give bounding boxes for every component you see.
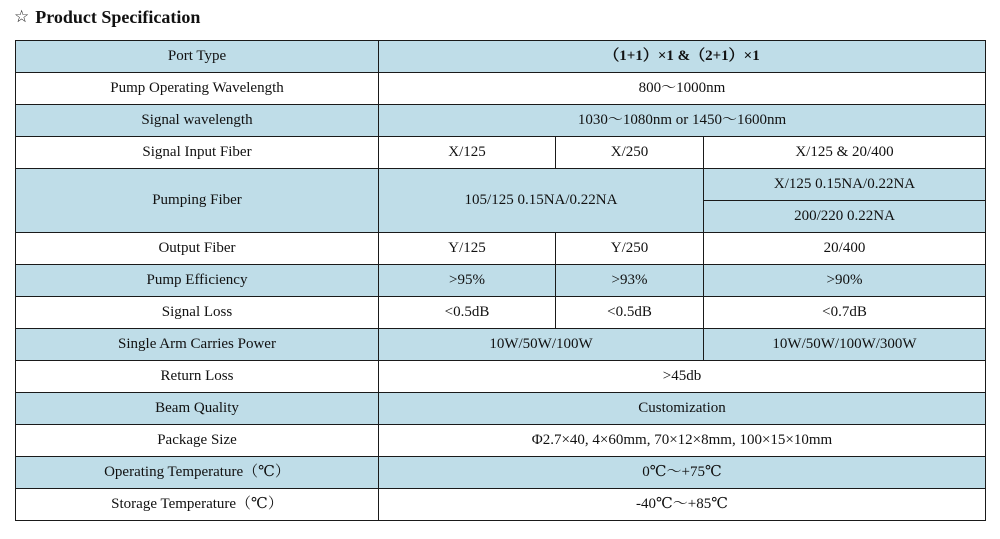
table-row-storage-temp (16, 489, 986, 521)
spec-value: Y/250 (556, 233, 704, 265)
spec-label: Package Size (16, 425, 379, 457)
table-row-port-type (16, 41, 986, 73)
spec-value: >95% (379, 265, 556, 297)
spec-value: 10W/50W/100W (379, 329, 704, 361)
spec-value: >90% (704, 265, 986, 297)
spec-value: <0.5dB (556, 297, 704, 329)
spec-value: Y/125 (379, 233, 556, 265)
spec-value: -40℃～+85℃ (379, 489, 986, 521)
spec-value: X/125 0.15NA/0.22NA (704, 169, 986, 201)
table-row-package-size (16, 425, 986, 457)
spec-label: Pumping Fiber (16, 169, 379, 233)
spec-value: 105/125 0.15NA/0.22NA (379, 169, 704, 233)
spec-value: 0℃～+75℃ (379, 457, 986, 489)
spec-value: >93% (556, 265, 704, 297)
section-title: Product Specification (35, 6, 201, 27)
spec-value: Customization (379, 393, 986, 425)
table-row-arm-power (16, 329, 986, 361)
spec-label: Operating Temperature（℃） (16, 457, 379, 489)
spec-label: Port Type (16, 41, 379, 73)
spec-table (15, 40, 986, 521)
spec-label: Signal Input Fiber (16, 137, 379, 169)
table-row-signal-wavelength (16, 105, 986, 137)
table-row-pump-wavelength (16, 73, 986, 105)
table-row-pump-efficiency (16, 265, 986, 297)
spec-label: Pump Efficiency (16, 265, 379, 297)
spec-label: Pump Operating Wavelength (16, 73, 379, 105)
spec-value: <0.7dB (704, 297, 986, 329)
spec-label: Return Loss (16, 361, 379, 393)
spec-value: Φ2.7×40, 4×60mm, 70×12×8mm, 100×15×10mm (379, 425, 986, 457)
spec-value: X/125 & 20/400 (704, 137, 986, 169)
spec-value: X/125 (379, 137, 556, 169)
spec-value: 200/220 0.22NA (704, 201, 986, 233)
spec-value: （1+1）×1 &（2+1）×1 (379, 41, 986, 73)
star-outline-icon: ☆ (14, 7, 30, 27)
spec-label: Single Arm Carries Power (16, 329, 379, 361)
spec-value: 800～1000nm (379, 73, 986, 105)
spec-label: Signal wavelength (16, 105, 379, 137)
spec-label: Beam Quality (16, 393, 379, 425)
table-row-signal-input-fiber (16, 137, 986, 169)
table-row-return-loss (16, 361, 986, 393)
table-row-pumping-fiber (16, 169, 986, 201)
spec-label: Storage Temperature（℃） (16, 489, 379, 521)
table-row-output-fiber (16, 233, 986, 265)
table-row-operating-temp (16, 457, 986, 489)
spec-value: >45db (379, 361, 986, 393)
spec-value: 20/400 (704, 233, 986, 265)
spec-value: 10W/50W/100W/300W (704, 329, 986, 361)
spec-label: Output Fiber (16, 233, 379, 265)
spec-value: X/250 (556, 137, 704, 169)
spec-value: 1030～1080nm or 1450～1600nm (379, 105, 986, 137)
spec-label: Signal Loss (16, 297, 379, 329)
table-row-signal-loss (16, 297, 986, 329)
table-row-beam-quality (16, 393, 986, 425)
spec-value: <0.5dB (379, 297, 556, 329)
section-heading (14, 4, 200, 30)
